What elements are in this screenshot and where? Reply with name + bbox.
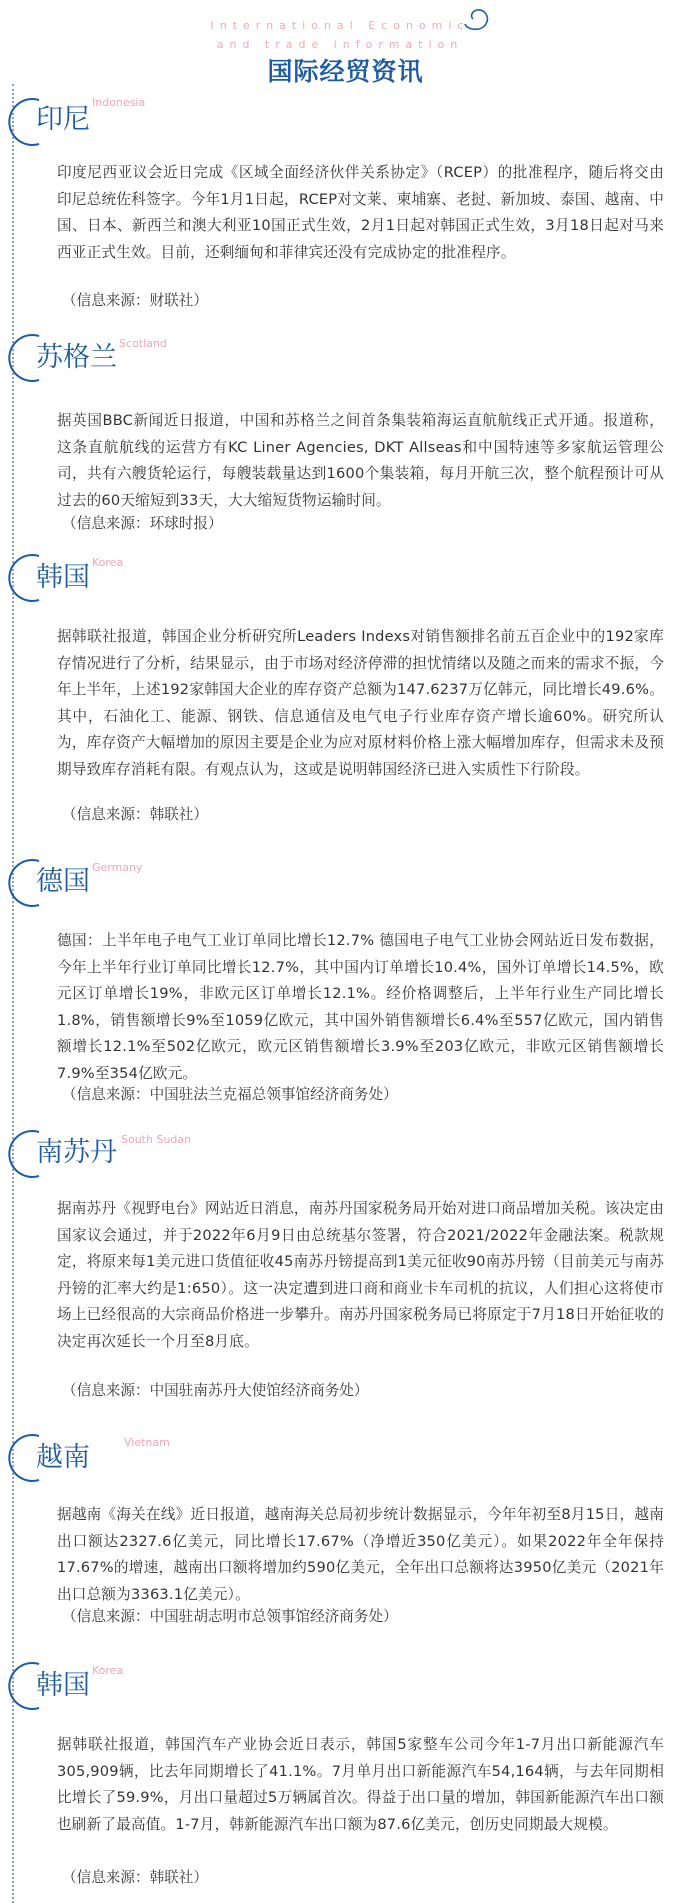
news-body: 印度尼西亚议会近日完成《区域全面经济伙伴关系协定》（RCEP）的批准程序，随后将交由印尼总统佐科签字。今年1月1日起，RCEP对文莱、柬埔寨、老挝、新加坡、泰国、越南、中国、日本、新西兰和澳大利亚10国正式生效，2月1日起对韩国正式生效，3月18日起对马来西亚正式生效。目前，还剩缅甸和菲律宾还没有完成协定的批准程序。 [57,164,664,261]
news-body: 据南苏丹《视野电台》网站近日消息，南苏丹国家税务局开始对进口商品增加关税。该决定由国家议会通过，并于2022年6月9日由总统基尔签署，符合2021/2022年金融法案。税款规定，将原来每1美元进口货值征收45南苏丹镑提高到1美元征收90南苏丹镑（目前美元与南苏丹镑的汇率大约是1:650）。这一决定遭到进口商和商业卡车司机的抗议，人们担心这将使市场上已经很高的大宗商品价格进一步攀升。南苏丹国家税务局已将原定于7月18日开始征收的决定再次延长一个月至8月底。 [57,1200,664,1350]
country-name-en: South Sudan [121,1133,192,1146]
country-name-en: Germany [92,861,143,874]
country-name: 苏格兰 [36,342,117,373]
country-name: 南苏丹 [36,1137,117,1168]
country-name: 韩国 [36,1670,90,1701]
country-name-en: Scotland [119,337,167,350]
header-title-en: International Economic and trade information [210,19,470,51]
news-source: （信息来源：韩联社） [62,806,208,823]
news-body: 据越南《海关在线》近日报道，越南海关总局初步统计数据显示，今年年初至8月15日，越南出口额达2327.6亿美元，同比增长17.67%（净增近350亿美元）。如果2022年全年保持17.67%的增速，越南出口额将增加约590亿美元，全年出口总额将达3950亿美元（2021年出口总额为3363.1亿美元）。 [57,1506,664,1603]
news-source: （信息来源：中国驻南苏丹大使馆经济商务处） [62,1382,369,1399]
country-name: 印尼 [36,104,90,135]
country-name: 韩国 [36,562,90,593]
news-body: 据韩联社报道，韩国企业分析研究所Leaders Indexs对销售额排名前五百企业中的192家库存情况进行了分析，结果显示，由于市场对经济停滞的担忧情绪以及随之而来的需求不振，今年上半年，上述192家韩国大企业的库存资产总额为147.6237万亿韩元，同比增长49.6%。其中，石油化工、能源、钢铁、信息通信及电气电子行业库存资产增长逾60%。研究所认为，库存资产大幅增加的原因主要是企业为应对原材料价格上涨大幅增加库存，但需求未及预期导致库存消耗有限。有观点认为，这或是说明韩国经济已进入实质性下行阶段。 [57,628,664,778]
country-name: 德国 [36,866,90,897]
news-source: （信息来源：财联社） [62,292,208,309]
country-name: 越南 [36,1442,90,1473]
country-name-en: Indonesia [92,96,146,109]
news-source: （信息来源：中国驻法兰克福总领事馆经济商务处） [62,1086,398,1103]
news-source: （信息来源：中国驻胡志明市总领事馆经济商务处） [62,1608,398,1625]
news-body: 据英国BBC新闻近日报道，中国和苏格兰之间首条集装箱海运直航航线正式开通。报道称，这条直航航线的运营方有KC Liner Agencies, DKT Allseas和中国特速等多家航运管理公司，共有六艘货轮运行，每艘装载量达到1600个集装箱，每月开航三次，整个航程预计可从过去的60天缩短到33天，大大缩短货物运输时间。 [57,412,664,509]
news-source: （信息来源：韩联社） [62,1869,208,1886]
country-name-en: Korea [92,1664,124,1677]
page-header [0,0,691,84]
page-title: 国际经贸资讯 [267,57,424,86]
country-name-en: Vietnam [124,1436,170,1449]
news-body: 德国：上半年电子电气工业订单同比增长12.7% 德国电子电气工业协会网站近日发布数据，今年上半年行业订单同比增长12.7%，其中国内订单增长10.4%，国外订单增长14.5%，欧元区订单增长19%，非欧元区订单增长12.1%。经价格调整后，上半年行业生产同比增长1.8%，销售额增长9%至1059亿欧元，其中国外销售额增长6.4%至557亿欧元，国内销售额增长12.1%至502亿欧元，欧元区销售额增长3.9%至203亿欧元，非欧元区销售额增长7.9%至354亿欧元。 [57,932,664,1082]
news-body: 据韩联社报道，韩国汽车产业协会近日表示，韩国5家整车公司今年1-7月出口新能源汽车305,909辆，比去年同期增长了41.1%。7月单月出口新能源汽车54,164辆，与去年同期相比增长了59.9%，月出口量超过5万辆属首次。得益于出口量的增加，韩国新能源汽车出口额也刷新了最高值。1-7月，韩新能源汽车出口额为87.6亿美元，创历史同期最大规模。 [57,1736,664,1833]
news-source: （信息来源：环球时报） [62,515,223,532]
country-name-en: Korea [92,556,124,569]
swirl-ornament-icon [455,4,495,36]
